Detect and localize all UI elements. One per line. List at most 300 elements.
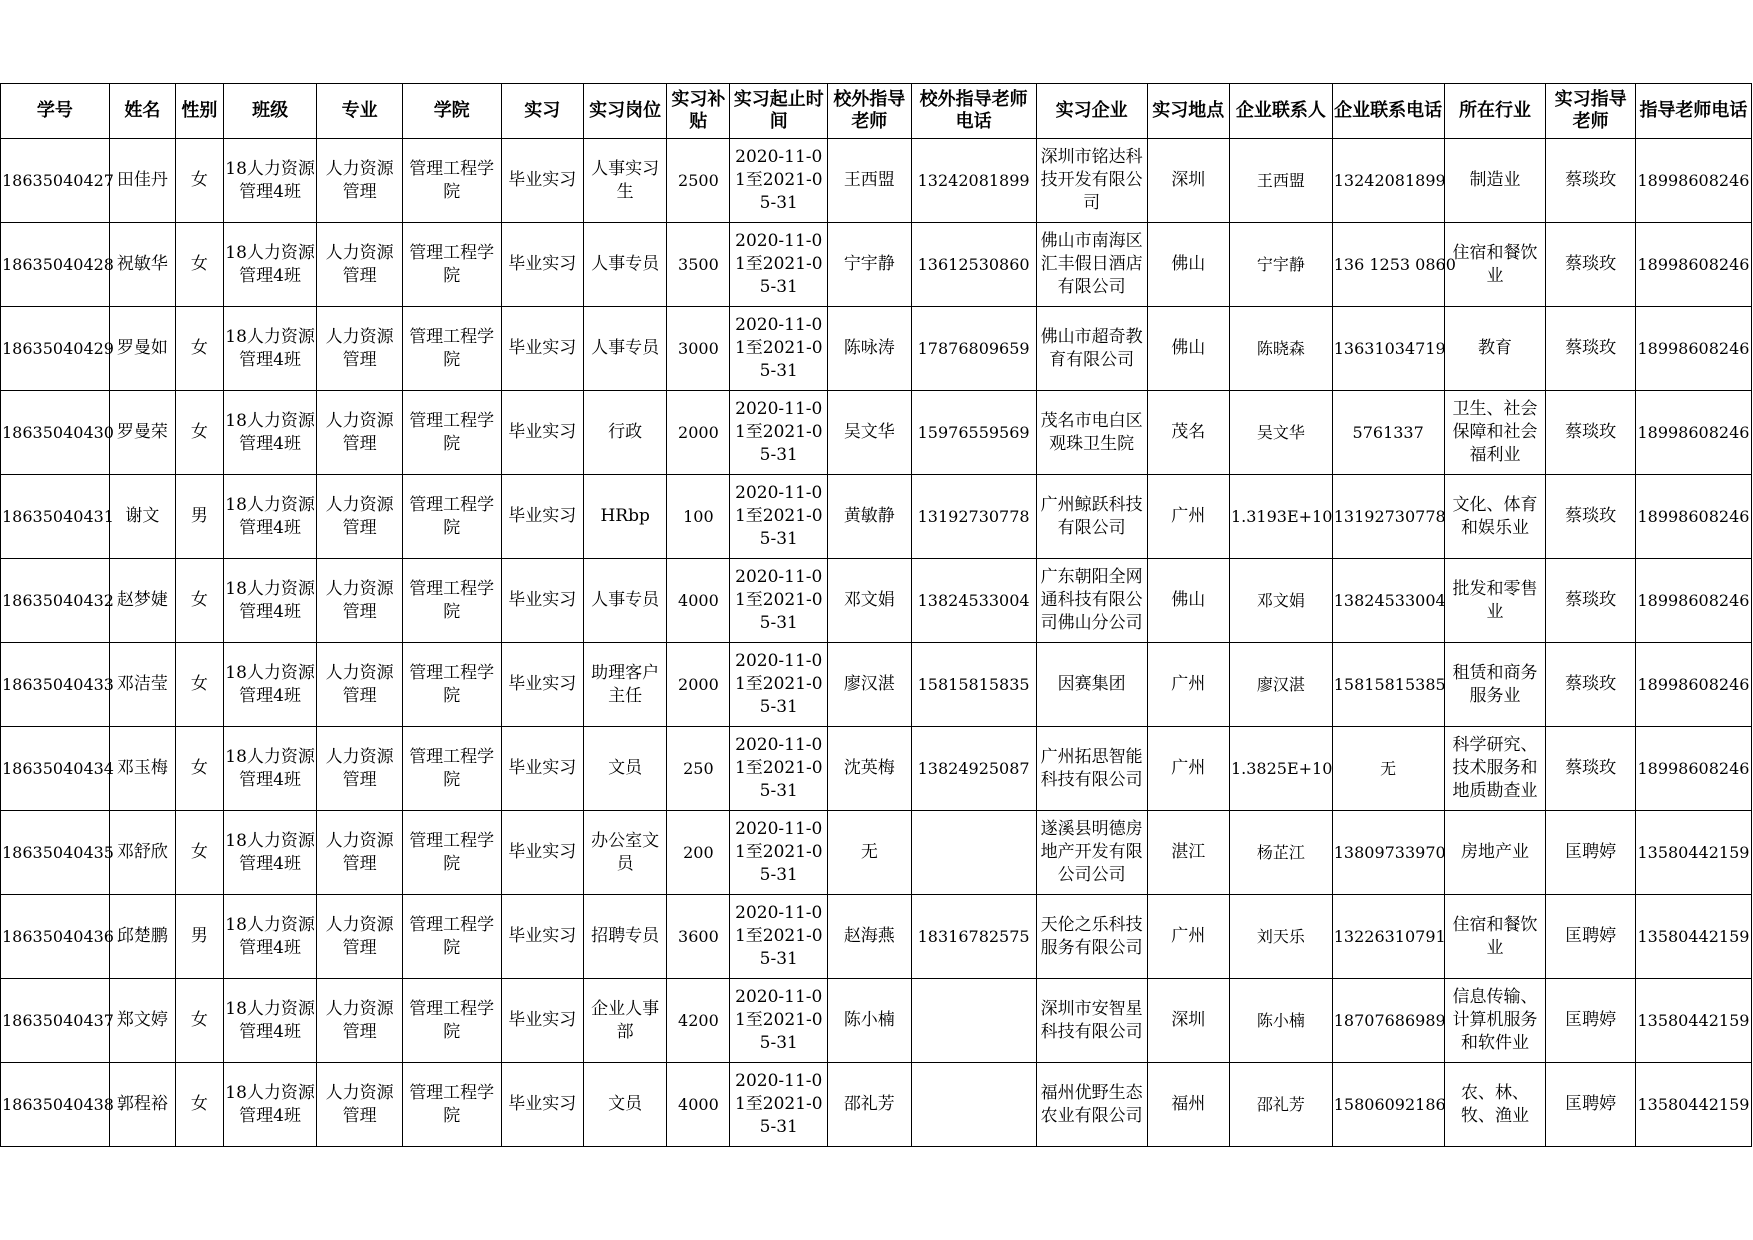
cell-text: 毕业实习 [508, 254, 577, 274]
cell-company-contact [1229, 727, 1332, 811]
cell-industry [1444, 559, 1546, 643]
cell-text: 罗曼荣 [116, 422, 168, 442]
cell-internship [501, 559, 583, 643]
cell-company-contact [1229, 307, 1332, 391]
cell-college [402, 979, 501, 1063]
cell-college [402, 895, 501, 979]
cell-text: 18人力资源管理4班 [225, 494, 315, 538]
cell-text: 毕业实习 [508, 842, 577, 862]
cell-text: 女 [190, 1094, 208, 1114]
cell-text: 邓舒欣 [116, 842, 168, 862]
cell-company [1036, 811, 1147, 895]
cell-company [1036, 391, 1147, 475]
cell-class [223, 391, 317, 475]
cell-text: 人事实习生 [591, 158, 660, 202]
cell-period [730, 895, 828, 979]
cell-text: 13824533004 [1333, 591, 1446, 610]
cell-text: 2500 [678, 171, 719, 190]
cell-advisor [1546, 559, 1636, 643]
cell-company-contact [1229, 811, 1332, 895]
cell-class [223, 811, 317, 895]
cell-text: 2020-11-01至2021-05-31 [734, 567, 823, 633]
cell-text: 人力资源管理 [325, 410, 394, 454]
cell-text: 女 [190, 254, 208, 274]
cell-text: 管理工程学院 [409, 662, 495, 706]
cell-text: 女 [190, 590, 208, 610]
cell-major [317, 895, 402, 979]
cell-text: 18人力资源管理4班 [225, 830, 315, 874]
cell-text: 4000 [678, 1095, 719, 1114]
cell-text: 人力资源管理 [325, 242, 394, 286]
cell-text: 18635040431 [2, 507, 114, 526]
cell-position [583, 475, 666, 559]
cell-text: 2020-11-01至2021-05-31 [734, 819, 823, 885]
cell-text: 2020-11-01至2021-05-31 [734, 1071, 823, 1137]
table-row [1, 895, 1752, 979]
cell-major [317, 559, 402, 643]
cell-position [583, 139, 666, 223]
cell-text: HRbp [600, 506, 650, 526]
cell-internship [501, 223, 583, 307]
cell-text: 18998608246 [1637, 255, 1750, 274]
cell-text: 200 [683, 843, 714, 862]
cell-text: 沈英梅 [843, 758, 895, 778]
cell-position [583, 811, 666, 895]
cell-position [583, 307, 666, 391]
cell-external-advisor [828, 811, 911, 895]
cell-text: 18635040427 [2, 171, 114, 190]
cell-text: 女 [190, 1010, 208, 1030]
cell-text: 廖汉湛 [1256, 675, 1305, 694]
cell-text: 3000 [678, 339, 719, 358]
cell-text: 遂溪县明德房地产开发有限公司公司 [1040, 819, 1143, 885]
cell-major [317, 139, 402, 223]
cell-text: 广州 [1171, 758, 1206, 778]
cell-industry [1444, 727, 1546, 811]
cell-period [730, 979, 828, 1063]
cell-text: 陈小楠 [1256, 1011, 1305, 1030]
cell-text: 邵礼芳 [1256, 1095, 1305, 1114]
cell-major [317, 223, 402, 307]
cell-advisor [1546, 643, 1636, 727]
cell-advisor-phone [1635, 391, 1751, 475]
cell-text: 邱楚鹏 [116, 926, 168, 946]
cell-industry [1444, 391, 1546, 475]
cell-advisor [1546, 475, 1636, 559]
cell-text: 18人力资源管理4班 [225, 998, 315, 1042]
cell-period [730, 391, 828, 475]
cell-text: 匡聘婷 [1565, 1094, 1617, 1114]
cell-advisor-phone [1635, 1063, 1751, 1147]
cell-student-id [1, 643, 114, 727]
cell-external-advisor [828, 895, 911, 979]
cell-text: 邓洁莹 [116, 674, 168, 694]
cell-text: 13612530860 [917, 255, 1030, 274]
cell-text: 13580442159 [1637, 1011, 1750, 1030]
cell-text: 毕业实习 [508, 422, 577, 442]
table-row [1, 559, 1752, 643]
cell-text: 毕业实习 [508, 338, 577, 358]
cell-industry [1444, 1063, 1546, 1147]
cell-company [1036, 307, 1147, 391]
cell-company-phone [1332, 979, 1444, 1063]
cell-major [317, 1063, 402, 1147]
cell-advisor-phone [1635, 727, 1751, 811]
cell-internship [501, 727, 583, 811]
cell-text: 15815815835 [917, 675, 1030, 694]
cell-period [730, 1063, 828, 1147]
cell-advisor-phone [1635, 643, 1751, 727]
cell-student-id [1, 811, 114, 895]
cell-text: 佛山 [1171, 338, 1206, 358]
cell-text: 制造业 [1469, 170, 1521, 190]
cell-text: 18635040433 [2, 675, 114, 694]
cell-student-id [1, 139, 114, 223]
cell-position [583, 643, 666, 727]
cell-subsidy [667, 475, 730, 559]
cell-text: 13580442159 [1637, 843, 1750, 862]
cell-external-advisor-phone [911, 643, 1036, 727]
cell-advisor [1546, 139, 1636, 223]
cell-text: 管理工程学院 [409, 578, 495, 622]
cell-industry [1444, 475, 1546, 559]
cell-text: 谢文 [125, 506, 160, 526]
cell-class [223, 139, 317, 223]
cell-company-phone [1332, 559, 1444, 643]
cell-text: 郑文婷 [116, 1010, 168, 1030]
cell-text: 13226310791 [1333, 927, 1446, 946]
cell-text: 女 [190, 170, 208, 190]
cell-text: 女 [190, 338, 208, 358]
cell-text: 人力资源管理 [325, 326, 394, 370]
cell-company [1036, 1063, 1147, 1147]
cell-company-contact [1229, 895, 1332, 979]
cell-company-phone [1332, 1063, 1444, 1147]
cell-text: 蔡琰玫 [1565, 422, 1617, 442]
cell-internship [501, 475, 583, 559]
cell-text: 女 [190, 758, 208, 778]
cell-text: 批发和零售业 [1452, 578, 1538, 622]
cell-college [402, 1063, 501, 1147]
cell-text: 人力资源管理 [325, 746, 394, 790]
cell-text: 管理工程学院 [409, 1082, 495, 1126]
cell-text: 4200 [678, 1011, 719, 1030]
cell-text: 福州 [1171, 1094, 1206, 1114]
cell-text: 2020-11-01至2021-05-31 [734, 651, 823, 717]
cell-text: 吴文华 [1256, 423, 1305, 442]
cell-text: 13631034719 [1333, 339, 1446, 358]
cell-gender [175, 979, 223, 1063]
cell-internship [501, 979, 583, 1063]
cell-location [1147, 475, 1229, 559]
cell-text: 18人力资源管理4班 [225, 578, 315, 622]
cell-name [109, 811, 175, 895]
cell-subsidy [667, 643, 730, 727]
cell-text: 蔡琰玫 [1565, 254, 1617, 274]
cell-text: 匡聘婷 [1565, 926, 1617, 946]
col-header-subsidy: 实习补贴 [667, 84, 730, 139]
cell-gender [175, 727, 223, 811]
cell-text: 赵梦婕 [116, 590, 168, 610]
cell-text: 1.3193E+10 [1230, 507, 1333, 526]
cell-text: 18998608246 [1637, 759, 1750, 778]
cell-period [730, 643, 828, 727]
col-header-company-phone: 企业联系电话 [1332, 84, 1444, 139]
cell-name [109, 895, 175, 979]
cell-period [730, 727, 828, 811]
cell-company-contact [1229, 979, 1332, 1063]
cell-text: 杨芷江 [1256, 843, 1305, 862]
cell-text: 茂名市电白区观珠卫生院 [1040, 410, 1143, 454]
cell-advisor [1546, 391, 1636, 475]
cell-text: 18998608246 [1637, 675, 1750, 694]
cell-class [223, 979, 317, 1063]
cell-text: 黄敏静 [843, 506, 895, 526]
cell-text: 人力资源管理 [325, 662, 394, 706]
cell-location [1147, 643, 1229, 727]
cell-name [109, 139, 175, 223]
cell-text: 女 [190, 422, 208, 442]
cell-text: 郭程裕 [116, 1094, 168, 1114]
cell-gender [175, 1063, 223, 1147]
cell-subsidy [667, 1063, 730, 1147]
cell-text: 毕业实习 [508, 506, 577, 526]
cell-position [583, 895, 666, 979]
cell-text: 5761337 [1352, 423, 1424, 442]
cell-subsidy [667, 139, 730, 223]
cell-gender [175, 895, 223, 979]
cell-class [223, 475, 317, 559]
cell-subsidy [667, 811, 730, 895]
cell-text: 租赁和商务服务业 [1452, 662, 1538, 706]
col-header-internship: 实习 [501, 84, 583, 139]
cell-industry [1444, 895, 1546, 979]
table-row [1, 475, 1752, 559]
cell-text: 18998608246 [1637, 339, 1750, 358]
cell-text: 136 1253 0860 [1333, 255, 1456, 274]
cell-text: 无 [1380, 759, 1397, 778]
cell-text: 匡聘婷 [1565, 1010, 1617, 1030]
table-row [1, 643, 1752, 727]
cell-text: 18人力资源管理4班 [225, 410, 315, 454]
cell-college [402, 475, 501, 559]
cell-text: 宁宇静 [843, 254, 895, 274]
cell-company-contact [1229, 475, 1332, 559]
col-header-name: 姓名 [109, 84, 175, 139]
cell-text: 3500 [678, 255, 719, 274]
cell-text: 邓文娟 [843, 590, 895, 610]
cell-text: 13242081899 [1333, 171, 1446, 190]
col-header-class: 班级 [223, 84, 317, 139]
table-row [1, 979, 1752, 1063]
cell-text: 毕业实习 [508, 170, 577, 190]
cell-college [402, 139, 501, 223]
cell-text: 13809733970 [1333, 843, 1446, 862]
cell-text: 18635040432 [2, 591, 114, 610]
cell-text: 13824533004 [917, 591, 1030, 610]
col-header-position: 实习岗位 [583, 84, 666, 139]
cell-text: 管理工程学院 [409, 410, 495, 454]
cell-text: 祝敏华 [116, 254, 168, 274]
cell-text: 深圳市安智星科技有限公司 [1040, 998, 1143, 1042]
cell-external-advisor-phone [911, 895, 1036, 979]
cell-company-phone [1332, 895, 1444, 979]
cell-company-contact [1229, 643, 1332, 727]
cell-company [1036, 895, 1147, 979]
table-row [1, 223, 1752, 307]
cell-text: 2000 [678, 675, 719, 694]
cell-name [109, 223, 175, 307]
cell-text: 18人力资源管理4班 [225, 242, 315, 286]
cell-text: 房地产业 [1460, 842, 1529, 862]
cell-text: 毕业实习 [508, 674, 577, 694]
cell-student-id [1, 391, 114, 475]
cell-text: 毕业实习 [508, 926, 577, 946]
cell-advisor-phone [1635, 895, 1751, 979]
cell-subsidy [667, 559, 730, 643]
cell-industry [1444, 811, 1546, 895]
cell-location [1147, 223, 1229, 307]
cell-company [1036, 475, 1147, 559]
cell-location [1147, 559, 1229, 643]
cell-advisor-phone [1635, 475, 1751, 559]
cell-location [1147, 139, 1229, 223]
cell-text: 管理工程学院 [409, 158, 495, 202]
cell-text: 15806092186 [1333, 1095, 1446, 1114]
cell-text: 管理工程学院 [409, 494, 495, 538]
cell-text: 吴文华 [843, 422, 895, 442]
cell-text: 2020-11-01至2021-05-31 [734, 315, 823, 381]
cell-text: 女 [190, 842, 208, 862]
cell-student-id [1, 307, 114, 391]
cell-student-id [1, 1063, 114, 1147]
cell-location [1147, 391, 1229, 475]
cell-text: 管理工程学院 [409, 998, 495, 1042]
cell-text: 蔡琰玫 [1565, 170, 1617, 190]
cell-major [317, 307, 402, 391]
cell-major [317, 979, 402, 1063]
cell-text: 文化、体育和娱乐业 [1452, 494, 1538, 538]
cell-college [402, 223, 501, 307]
cell-external-advisor-phone [911, 1063, 1036, 1147]
table-row [1, 139, 1752, 223]
cell-external-advisor-phone [911, 811, 1036, 895]
cell-college [402, 307, 501, 391]
cell-text: 2020-11-01至2021-05-31 [734, 231, 823, 297]
cell-location [1147, 307, 1229, 391]
col-header-advisor-phone: 指导老师电话 [1635, 84, 1751, 139]
cell-text: 人力资源管理 [325, 830, 394, 874]
cell-text: 人力资源管理 [325, 494, 394, 538]
cell-text: 广州 [1171, 506, 1206, 526]
cell-text: 人力资源管理 [325, 578, 394, 622]
cell-college [402, 727, 501, 811]
cell-text: 蔡琰玫 [1565, 590, 1617, 610]
cell-text: 邓文娟 [1256, 591, 1305, 610]
cell-text: 管理工程学院 [409, 242, 495, 286]
cell-name [109, 643, 175, 727]
cell-text: 毕业实习 [508, 1094, 577, 1114]
cell-period [730, 307, 828, 391]
cell-text: 广东朝阳全网通科技有限公司佛山分公司 [1040, 567, 1143, 633]
cell-company-phone [1332, 307, 1444, 391]
cell-gender [175, 223, 223, 307]
cell-company [1036, 979, 1147, 1063]
cell-text: 卫生、社会保障和社会福利业 [1452, 399, 1538, 465]
cell-text: 匡聘婷 [1565, 842, 1617, 862]
col-header-location: 实习地点 [1147, 84, 1229, 139]
cell-text: 蔡琰玫 [1565, 758, 1617, 778]
cell-text: 18707686989 [1333, 1011, 1446, 1030]
cell-major [317, 643, 402, 727]
cell-text: 18人力资源管理4班 [225, 158, 315, 202]
cell-text: 人力资源管理 [325, 158, 394, 202]
cell-text: 湛江 [1171, 842, 1206, 862]
cell-text: 广州鲸跃科技有限公司 [1040, 494, 1143, 538]
cell-text: 1.3825E+10 [1230, 759, 1333, 778]
cell-text: 人力资源管理 [325, 1082, 394, 1126]
cell-text: 陈晓森 [1256, 339, 1305, 358]
cell-text: 人事专员 [591, 338, 660, 358]
cell-text: 18635040434 [2, 759, 114, 778]
col-header-period: 实习起止时间 [730, 84, 828, 139]
cell-company-contact [1229, 391, 1332, 475]
cell-external-advisor-phone [911, 559, 1036, 643]
cell-company [1036, 559, 1147, 643]
cell-text: 管理工程学院 [409, 914, 495, 958]
cell-subsidy [667, 307, 730, 391]
cell-text: 佛山 [1171, 590, 1206, 610]
cell-location [1147, 1063, 1229, 1147]
cell-internship [501, 895, 583, 979]
cell-company-phone [1332, 643, 1444, 727]
cell-text: 18998608246 [1637, 423, 1750, 442]
cell-text: 女 [190, 674, 208, 694]
cell-text: 2020-11-01至2021-05-31 [734, 399, 823, 465]
cell-text: 企业人事部 [591, 998, 660, 1042]
cell-external-advisor [828, 223, 911, 307]
table-row [1, 307, 1752, 391]
cell-text: 管理工程学院 [409, 746, 495, 790]
cell-company-phone [1332, 727, 1444, 811]
cell-company-phone [1332, 391, 1444, 475]
cell-text: 邵礼芳 [843, 1094, 895, 1114]
cell-text: 2020-11-01至2021-05-31 [734, 735, 823, 801]
cell-text: 18635040436 [2, 927, 114, 946]
cell-gender [175, 139, 223, 223]
cell-text: 深圳 [1171, 170, 1206, 190]
cell-text: 13192730778 [917, 507, 1030, 526]
cell-period [730, 139, 828, 223]
cell-text: 18635040429 [2, 339, 114, 358]
cell-class [223, 727, 317, 811]
cell-advisor-phone [1635, 559, 1751, 643]
cell-text: 罗曼如 [116, 338, 168, 358]
cell-industry [1444, 307, 1546, 391]
internship-table [0, 83, 1752, 1147]
cell-student-id [1, 895, 114, 979]
cell-text: 18人力资源管理4班 [225, 662, 315, 706]
cell-advisor-phone [1635, 307, 1751, 391]
col-header-company: 实习企业 [1036, 84, 1147, 139]
cell-company [1036, 223, 1147, 307]
cell-location [1147, 979, 1229, 1063]
cell-text: 农、林、牧、渔业 [1460, 1082, 1529, 1126]
cell-major [317, 475, 402, 559]
cell-text: 宁宇静 [1256, 255, 1305, 274]
cell-class [223, 1063, 317, 1147]
cell-advisor-phone [1635, 811, 1751, 895]
